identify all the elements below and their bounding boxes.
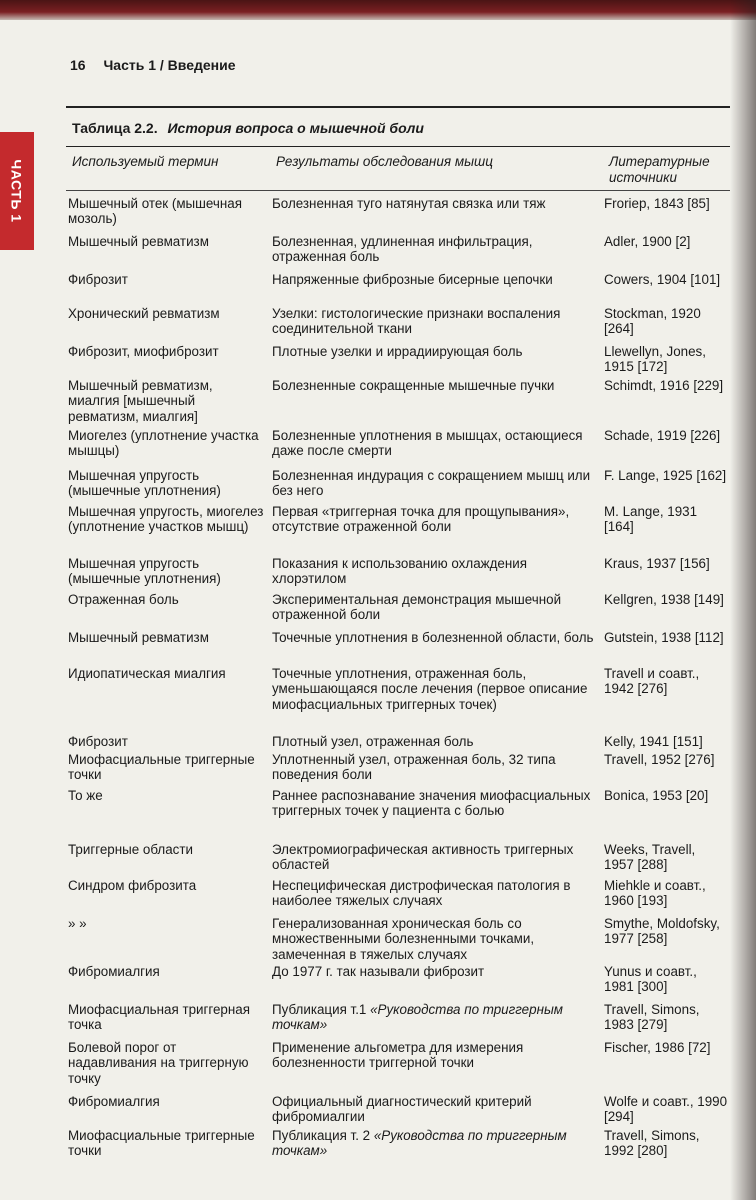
findings-cell: Генерализованная хроническая боль со множественными болезненными точками, замеченная в тяжелых случаях (272, 916, 535, 962)
source-cell: Travell, Simons, 1992 [280] (604, 1128, 700, 1159)
term-cell: » » (68, 916, 87, 931)
table-title (72, 120, 424, 136)
term-cell: Мышечная упругость (мышечные уплотнения) (68, 556, 221, 587)
table-title-caption: История вопроса о мышечной боли (167, 120, 424, 136)
term-cell: Миофасциальные триггерные точки (68, 752, 255, 783)
term-cell: Синдром фиброзита (68, 878, 197, 893)
term-cell: Мышечный ревматизм, миалгия [мышечный ревматизм, миалгия] (68, 378, 213, 424)
source-cell: Kellgren, 1938 [149] (604, 592, 724, 607)
source-cell: Schade, 1919 [226] (604, 428, 721, 443)
term-cell: Идиопатическая миалгия (68, 666, 226, 681)
section-title: Часть 1 / Введение (103, 57, 236, 73)
findings-italic-title: «Руководства по триггерным точкам» (272, 1128, 567, 1159)
page-binding-shadow (730, 0, 756, 1200)
source-cell: Travell и соавт., 1942 [276] (604, 666, 700, 697)
column-header-findings: Результаты обследования мышц (276, 154, 493, 169)
term-cell: Миофасциальные триггерные точки (68, 1128, 255, 1159)
column-header-term: Используемый термин (72, 154, 219, 169)
findings-plain-text: Публикация т. 2 (272, 1128, 374, 1143)
column-header-sources: Литературные источники (609, 154, 710, 185)
findings-cell: Уплотненный узел, отраженная боль, 32 типа поведения боли (272, 752, 556, 783)
term-cell: Миогелез (уплотнение участка мышцы) (68, 428, 259, 459)
page-header (70, 57, 236, 73)
source-cell: Froriep, 1843 [85] (604, 196, 710, 211)
findings-cell: Болезненная туго натянутая связка или тяж (272, 196, 546, 211)
source-cell: Smythe, Moldofsky, 1977 [258] (604, 916, 720, 947)
findings-cell: Болезненные уплотнения в мышцах, остающиеся даже после смерти (272, 428, 583, 459)
source-cell: F. Lange, 1925 [162] (604, 468, 727, 483)
term-cell: Фиброзит (68, 734, 128, 749)
term-cell: Фиброзит (68, 272, 128, 287)
source-cell: Stockman, 1920 [264] (604, 306, 701, 337)
source-cell: Gutstein, 1938 [112] (604, 630, 724, 645)
source-cell: Weeks, Travell, 1957 [288] (604, 842, 696, 873)
findings-cell: Плотные узелки и иррадиирующая боль (272, 344, 523, 359)
source-cell: Cowers, 1904 [101] (604, 272, 721, 287)
findings-cell: Болезненная, удлиненная инфильтрация, отраженная боль (272, 234, 533, 265)
source-cell: Llewellyn, Jones, 1915 [172] (604, 344, 706, 375)
page-number: 16 (70, 57, 86, 73)
findings-cell: Болезненные сокращенные мышечные пучки (272, 378, 555, 393)
term-cell: Хронический ревматизм (68, 306, 220, 321)
source-cell: Bonica, 1953 [20] (604, 788, 709, 803)
source-cell: Yunus и соавт., 1981 [300] (604, 964, 697, 995)
findings-cell: Точечные уплотнения в болезненной области, боль (272, 630, 594, 645)
table-top-rule (66, 106, 730, 108)
term-cell: Фиброзит, миофиброзит (68, 344, 219, 359)
findings-cell: До 1977 г. так называли фиброзит (272, 964, 485, 979)
table-title-label: Таблица 2.2. (72, 120, 158, 136)
source-cell: Kraus, 1937 [156] (604, 556, 710, 571)
source-cell: M. Lange, 1931 [164] (604, 504, 698, 535)
source-cell: Fischer, 1986 [72] (604, 1040, 711, 1055)
findings-cell: Точечные уплотнения, отраженная боль, уменьшающаяся после лечения (первое описание миофасциальных триггерных точек) (272, 666, 588, 712)
term-cell: Мышечная упругость (мышечные уплотнения) (68, 468, 221, 499)
term-cell: Миофасциальная триггерная точка (68, 1002, 250, 1033)
term-cell: Мышечный ревматизм (68, 630, 209, 645)
table-header-bottom-rule (66, 190, 730, 191)
findings-cell: Применение альгометра для измерения болезненности триггерной точки (272, 1040, 524, 1071)
table-header-rule (66, 146, 730, 147)
findings-cell: Болезненная индурация с сокращением мышц или без него (272, 468, 591, 499)
findings-cell: Плотный узел, отраженная боль (272, 734, 474, 749)
term-cell: Фибромиалгия (68, 1094, 160, 1109)
source-cell: Miehkle и соавт., 1960 [193] (604, 878, 706, 909)
source-cell: Kelly, 1941 [151] (604, 734, 703, 749)
term-cell: Болевой порог от надавливания на триггерную точку (68, 1040, 249, 1086)
findings-cell: Официальный диагностический критерий фибромиалгии (272, 1094, 532, 1125)
term-cell: Мышечный отек (мышечная мозоль) (68, 196, 242, 227)
source-cell: Wolfe и соавт., 1990 [294] (604, 1094, 728, 1125)
source-cell: Schimdt, 1916 [229] (604, 378, 724, 393)
term-cell: Отраженная боль (68, 592, 179, 607)
findings-cell: Раннее распознавание значения миофасциальных триггерных точек у пациента с болью (272, 788, 591, 819)
side-chapter-tab (0, 132, 34, 250)
term-cell: Фибромиалгия (68, 964, 160, 979)
source-cell: Travell, Simons, 1983 [279] (604, 1002, 700, 1033)
term-cell: То же (68, 788, 103, 803)
findings-cell: Экспериментальная демонстрация мышечной отраженной боли (272, 592, 562, 623)
page-top-edge (0, 0, 756, 20)
term-cell: Мышечный ревматизм (68, 234, 209, 249)
term-cell: Триггерные области (68, 842, 193, 857)
source-cell: Adler, 1900 [2] (604, 234, 691, 249)
findings-cell: Узелки: гистологические признаки воспаления соединительной ткани (272, 306, 561, 337)
findings-italic-title: «Руководства по триггерным точкам» (272, 1002, 563, 1033)
findings-cell: Показания к использованию охлаждения хлорэтилом (272, 556, 527, 587)
findings-plain-text: Публикация т.1 (272, 1002, 371, 1017)
findings-cell: Электромиографическая активность триггерных областей (272, 842, 574, 873)
term-cell: Мышечная упругость, миогелез (уплотнение участков мышц) (68, 504, 264, 535)
findings-cell: Первая «триггерная точка для прощупывания», отсутствие отраженной боли (272, 504, 570, 535)
source-cell: Travell, 1952 [276] (604, 752, 715, 767)
findings-cell: Напряженные фиброзные бисерные цепочки (272, 272, 553, 287)
findings-cell (272, 1128, 602, 1159)
findings-cell (272, 1002, 602, 1033)
findings-cell: Неспецифическая дистрофическая патология в наиболее тяжелых случаях (272, 878, 571, 909)
side-chapter-tab-label: ЧАСТЬ 1 (9, 159, 25, 223)
